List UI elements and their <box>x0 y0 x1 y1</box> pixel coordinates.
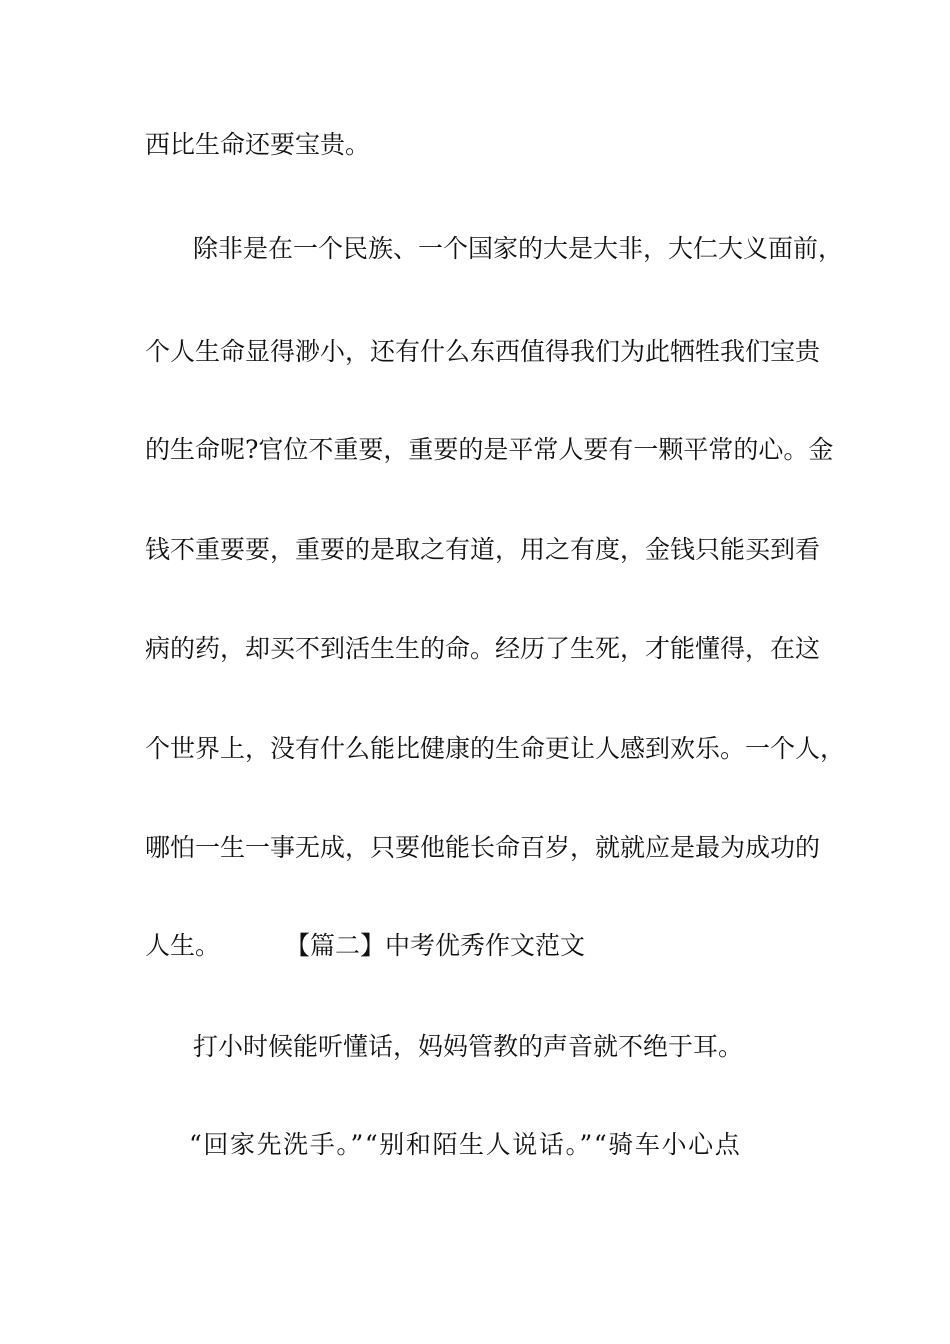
paragraph-start-line: 打小时候能听懂话，妈妈管教的声音就不绝于耳。 <box>193 1032 744 1061</box>
text-line: 个人生命显得渺小，还有什么东西值得我们为此牺牲我们宝贵 <box>145 337 821 366</box>
paragraph-start-line: 除非是在一个民族、一个国家的大是大非，大仁大义面前， <box>193 234 844 263</box>
text-line: 钱不重要要，重要的是取之有道，用之有度，金钱只能买到看 <box>145 535 821 564</box>
section-heading: 【篇二】中考优秀作文范文 <box>285 931 586 960</box>
text-line: 人生。 <box>145 931 221 960</box>
text-line: 个世界上，没有什么能比健康的生命更让人感到欢乐。一个人， <box>145 734 846 763</box>
text-line: 西比生命还要宝贵。 <box>145 130 371 159</box>
text-line: 哪怕一生一事无成，只要他能长命百岁，就就应是最为成功的 <box>145 833 821 862</box>
quote-line: “回家先洗手。”“别和陌生人说话。”“骑车小心点 <box>189 1130 742 1159</box>
text-line: 的生命呢?官位不重要，重要的是平常人要有一颗平常的心。金 <box>145 435 834 464</box>
text-line: 病的药，却买不到活生生的命。经历了生死，才能懂得，在这 <box>145 634 821 663</box>
